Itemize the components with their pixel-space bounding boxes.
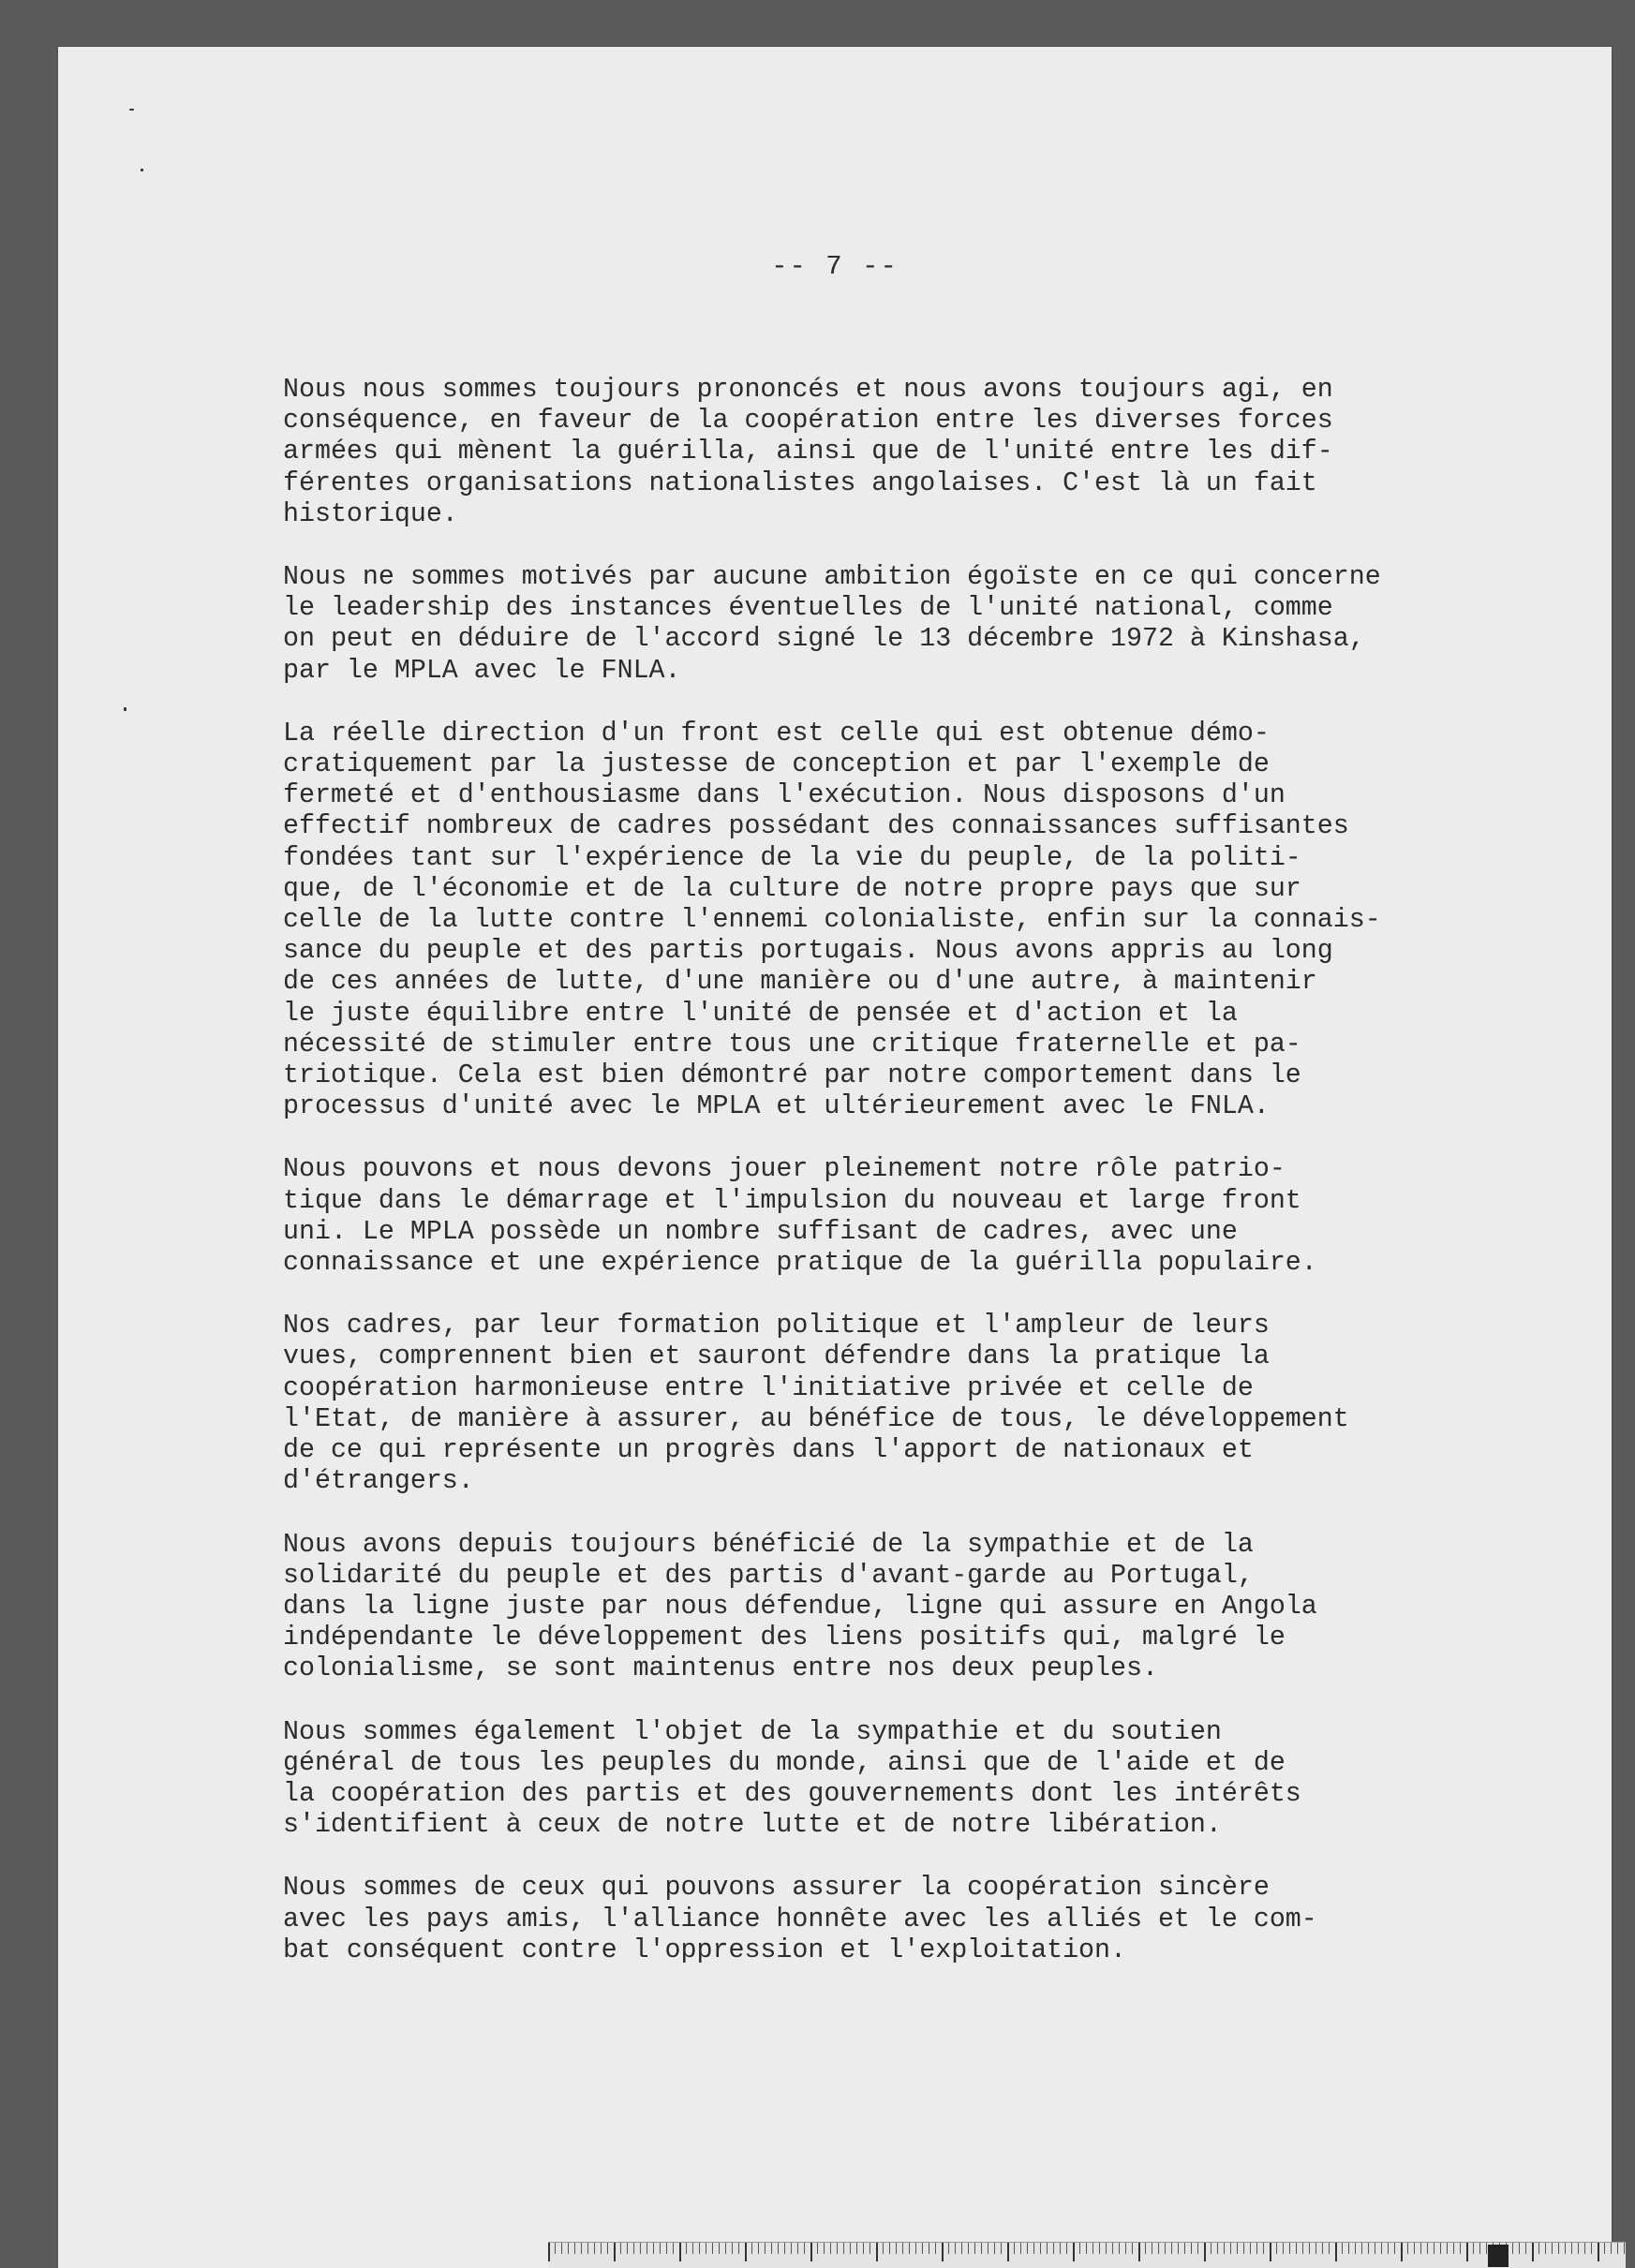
- text-line: d'étrangers.: [283, 1466, 474, 1497]
- text-line: colonialisme, se sont maintenus entre nos deux peuples.: [283, 1653, 1158, 1684]
- text-line: Nous nous sommes toujours prononcés et nous avons toujours agi, en: [283, 375, 1333, 405]
- text-line: férentes organisations nationalistes angolaises. C'est là un fait: [283, 467, 1317, 498]
- text-line: par le MPLA avec le FNLA.: [283, 655, 681, 686]
- text-line: on peut en déduire de l'accord signé le 13 décembre 1972 à Kinshasa,: [283, 624, 1365, 655]
- paragraph-1: [283, 375, 1529, 530]
- text-line: Nous ne sommes motivés par aucune ambition égoïste en ce qui concerne: [283, 562, 1381, 593]
- ruler-end-block: [1488, 2245, 1509, 2267]
- text-line: nécessité de stimuler entre tous une critique fraternelle et pa-: [283, 1029, 1301, 1060]
- text-line: coopération harmonieuse entre l'initiative privée et celle de: [283, 1372, 1254, 1403]
- document-sheet: [58, 47, 1612, 2268]
- text-line: indépendante le développement des liens positifs qui, malgré le: [283, 1623, 1286, 1653]
- text-line: Nous avons depuis toujours bénéficié de la sympathie et de la: [283, 1529, 1254, 1560]
- text-line: avec les pays amis, l'alliance honnête avec les alliés et le com-: [283, 1904, 1317, 1934]
- text-line: tique dans le démarrage et l'impulsion du nouveau et large front: [283, 1185, 1301, 1216]
- text-line: celle de la lutte contre l'ennemi colonialiste, enfin sur la connais-: [283, 905, 1381, 936]
- text-line: fermeté et d'enthousiasme dans l'exécution. Nous disposons d'un: [283, 780, 1286, 811]
- text-line: Nous sommes également l'objet de la sympathie et du soutien: [283, 1716, 1222, 1747]
- text-line: général de tous les peuples du monde, ainsi que de l'aide et de: [283, 1747, 1286, 1778]
- text-line: le juste équilibre entre l'unité de pensée et d'action et la: [283, 998, 1238, 1029]
- paragraph-5: [283, 1311, 1529, 1497]
- text-line: Nos cadres, par leur formation politique et l'ampleur de leurs: [283, 1311, 1270, 1342]
- paragraph-3: [283, 719, 1529, 1123]
- text-line: vues, comprennent bien et sauront défendre dans la pratique la: [283, 1342, 1270, 1372]
- text-line: que, de l'économie et de la culture de notre propre pays que sur: [283, 873, 1301, 904]
- scan-speck: [124, 707, 126, 711]
- paragraph-2: [283, 562, 1529, 687]
- text-line: cratiquement par la justesse de conception et par l'exemple de: [283, 749, 1270, 780]
- document-body: [283, 375, 1529, 1998]
- page-number: -- 7 --: [771, 251, 899, 282]
- text-line: bat conséquent contre l'oppression et l'exploitation.: [283, 1934, 1126, 1965]
- text-line: triotique. Cela est bien démontré par notre comportement dans le: [283, 1060, 1301, 1091]
- text-line: effectif nombreux de cadres possédant des connaissances suffisantes: [283, 811, 1349, 842]
- text-line: Nous pouvons et nous devons jouer pleinement notre rôle patrio-: [283, 1154, 1286, 1185]
- scan-speck: [129, 109, 134, 111]
- text-line: historique.: [283, 498, 458, 529]
- scan-scale-ruler: [548, 2242, 1626, 2268]
- text-line: conséquence, en faveur de la coopération entre les diverses forces: [283, 406, 1333, 437]
- paragraph-6: [283, 1530, 1529, 1685]
- text-line: l'Etat, de manière à assurer, au bénéfice de tous, le développement: [283, 1403, 1349, 1434]
- ruler-major-ticks: [548, 2243, 1626, 2261]
- text-line: uni. Le MPLA possède un nombre suffisant de cadres, avec une: [283, 1216, 1238, 1247]
- text-line: dans la ligne juste par nous défendue, ligne qui assure en Angola: [283, 1591, 1317, 1622]
- text-line: le leadership des instances éventuelles de l'unité national, comme: [283, 593, 1333, 624]
- paragraph-4: [283, 1154, 1529, 1279]
- text-line: de ces années de lutte, d'une manière ou d'une autre, à maintenir: [283, 967, 1317, 998]
- text-line: connaissance et une expérience pratique de la guérilla populaire.: [283, 1248, 1317, 1279]
- text-line: la coopération des partis et des gouvernements dont les intérêts: [283, 1778, 1301, 1809]
- text-line: s'identifient à ceux de notre lutte et de notre libération.: [283, 1810, 1222, 1841]
- text-line: Nous sommes de ceux qui pouvons assurer la coopération sincère: [283, 1873, 1270, 1904]
- text-line: armées qui mènent la guérilla, ainsi que de l'unité entre les dif-: [283, 437, 1333, 467]
- paragraph-8: [283, 1873, 1529, 1966]
- scan-speck: [141, 169, 143, 171]
- text-line: sance du peuple et des partis portugais. Nous avons appris au long: [283, 936, 1333, 967]
- text-line: de ce qui représente un progrès dans l'apport de nationaux et: [283, 1435, 1254, 1466]
- paragraph-7: [283, 1717, 1529, 1842]
- text-line: La réelle direction d'un front est celle qui est obtenue démo-: [283, 718, 1270, 749]
- text-line: fondées tant sur l'expérience de la vie du peuple, de la politi-: [283, 842, 1301, 873]
- text-line: processus d'unité avec le MPLA et ultérieurement avec le FNLA.: [283, 1091, 1270, 1122]
- text-line: solidarité du peuple et des partis d'avant-garde au Portugal,: [283, 1560, 1254, 1591]
